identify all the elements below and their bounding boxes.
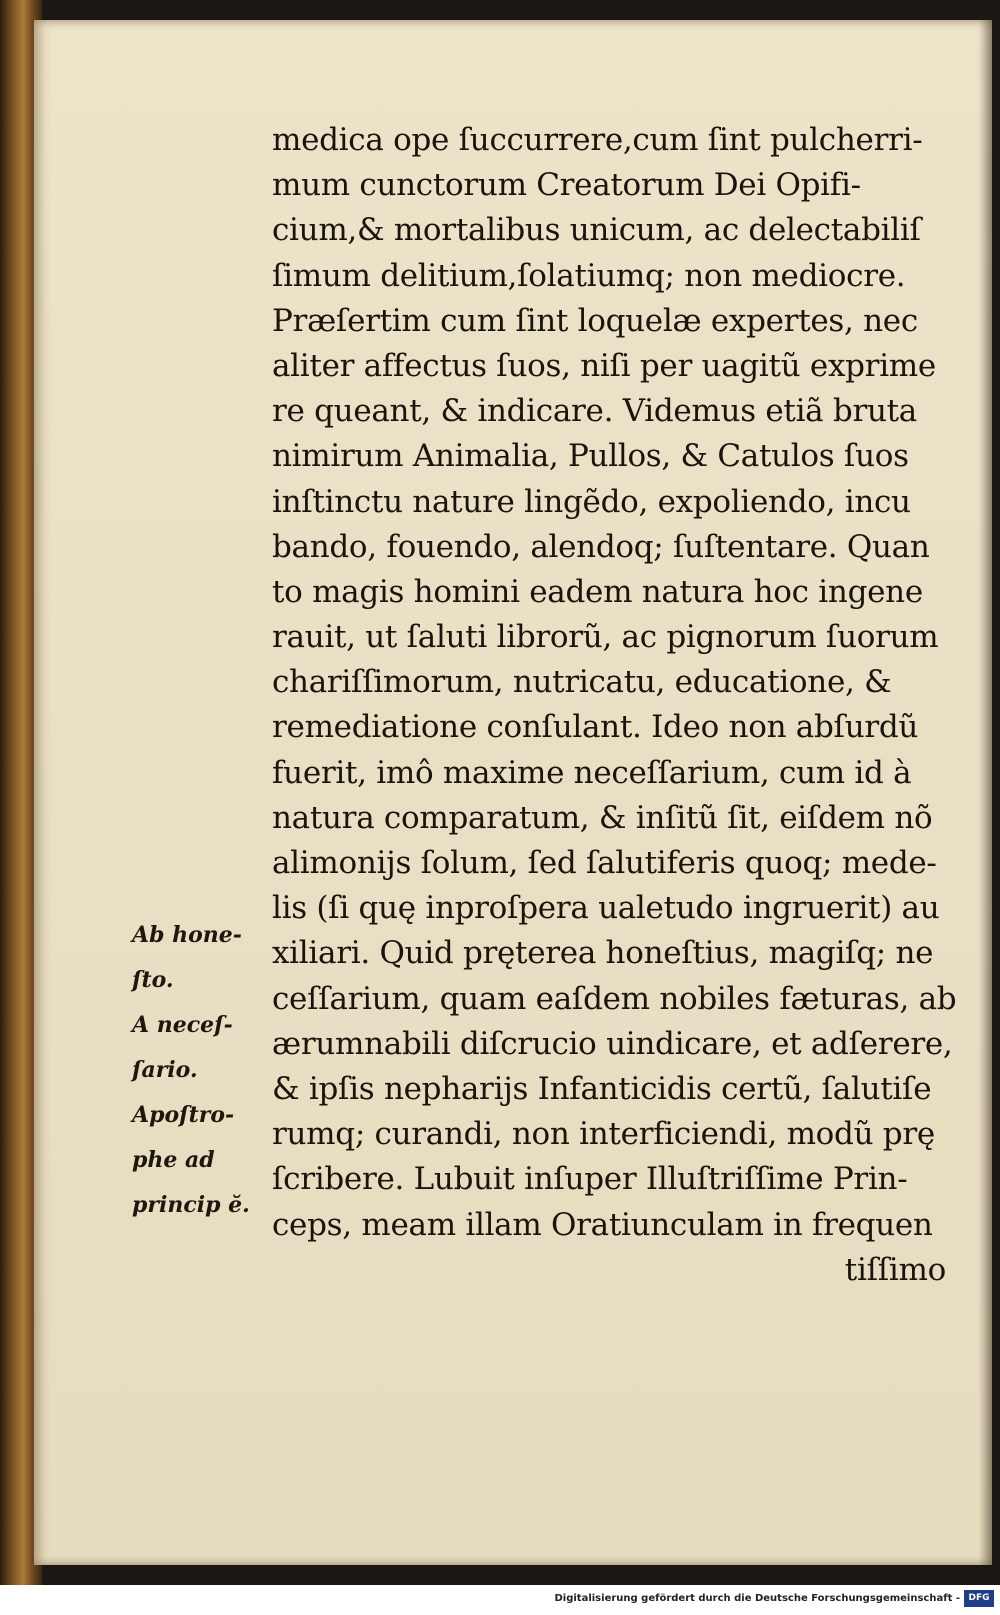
margin-note: Ab hone- <box>132 922 242 948</box>
margin-note: princip ĕ. <box>132 1192 250 1218</box>
funding-credit: Digitalisierung gefördert durch die Deutsche Forschungsgemeinschaft - <box>554 1593 960 1604</box>
text-line: nimirum Animalia, Pullos, & Catulos ſuos <box>272 438 909 475</box>
catchword: tiſſimo <box>844 1251 946 1288</box>
margin-note: ſto. <box>132 967 174 993</box>
footer-bar <box>0 1585 1000 1615</box>
dfg-logo: DFG <box>964 1590 994 1607</box>
body-text <box>272 118 992 1293</box>
text-line: bando, fouendo, alendoq; ſuſtentare. Quan <box>272 528 930 565</box>
text-line: re queant, & indicare. Videmus etiã bruta <box>272 393 917 430</box>
margin-note: ſario. <box>132 1057 198 1083</box>
margin-notes <box>132 913 262 1228</box>
text-line: ſcribere. Lubuit inſuper Illuſtriſſime Prin- <box>272 1161 908 1198</box>
text-line: mum cunctorum Creatorum Dei Opifi- <box>272 167 861 204</box>
text-line: & ipſis nepharijs Infanticidis certũ, ſalutiſe <box>272 1070 932 1107</box>
text-line: ceſſarium, quam eaſdem nobiles fæturas, ab <box>272 980 957 1017</box>
margin-note: phe ad <box>132 1147 215 1173</box>
text-line: medica ope ſuccurrere,cum ſint pulcherri- <box>272 122 923 158</box>
text-line: ærumnabili diſcrucio uindicare, et adſerere, <box>272 1025 953 1062</box>
book-page <box>34 20 992 1565</box>
text-line: to magis homini eadem natura hoc ingene <box>272 573 923 610</box>
text-line: remediatione conſulant. Ideo non abſurdũ <box>272 709 919 746</box>
text-line: fuerit, imô maxime neceſſarium, cum id à <box>272 754 912 791</box>
text-line: alimonijs ſolum, ſed ſalutiferis quoq; mede- <box>272 845 937 881</box>
margin-note: A neceſ- <box>132 1012 233 1038</box>
text-line: lis (ſi quę inproſpera ualetudo ingruerit) au <box>272 890 940 927</box>
text-line: aliter affectus ſuos, niſi per uagitũ exprime <box>272 347 936 384</box>
text-line: xiliari. Quid pręterea honeſtius, magiſq; ne <box>272 935 934 972</box>
margin-note: Apoſtro- <box>132 1102 235 1128</box>
text-line: ceps, meam illam Oratiunculam in frequen <box>272 1206 933 1243</box>
text-line: chariſſimorum, nutricatu, educatione, & <box>272 664 892 701</box>
text-line: rumq; curandi, non interficiendi, modũ prę <box>272 1116 935 1153</box>
text-line: rauit, ut ſaluti librorũ, ac pignorum ſuorum <box>272 619 939 656</box>
text-line: natura comparatum, & inſitũ ſit, eiſdem nõ <box>272 799 933 836</box>
text-line: cium,& mortalibus unicum, ac delectabiliſ <box>272 212 921 249</box>
text-line: inſtinctu nature lingẽdo, expoliendo, incu <box>272 483 911 520</box>
text-line: ſimum delitium,ſolatiumq; non mediocre. <box>272 257 906 294</box>
text-line: Præſertim cum ſint loquelæ expertes, nec <box>272 302 918 339</box>
